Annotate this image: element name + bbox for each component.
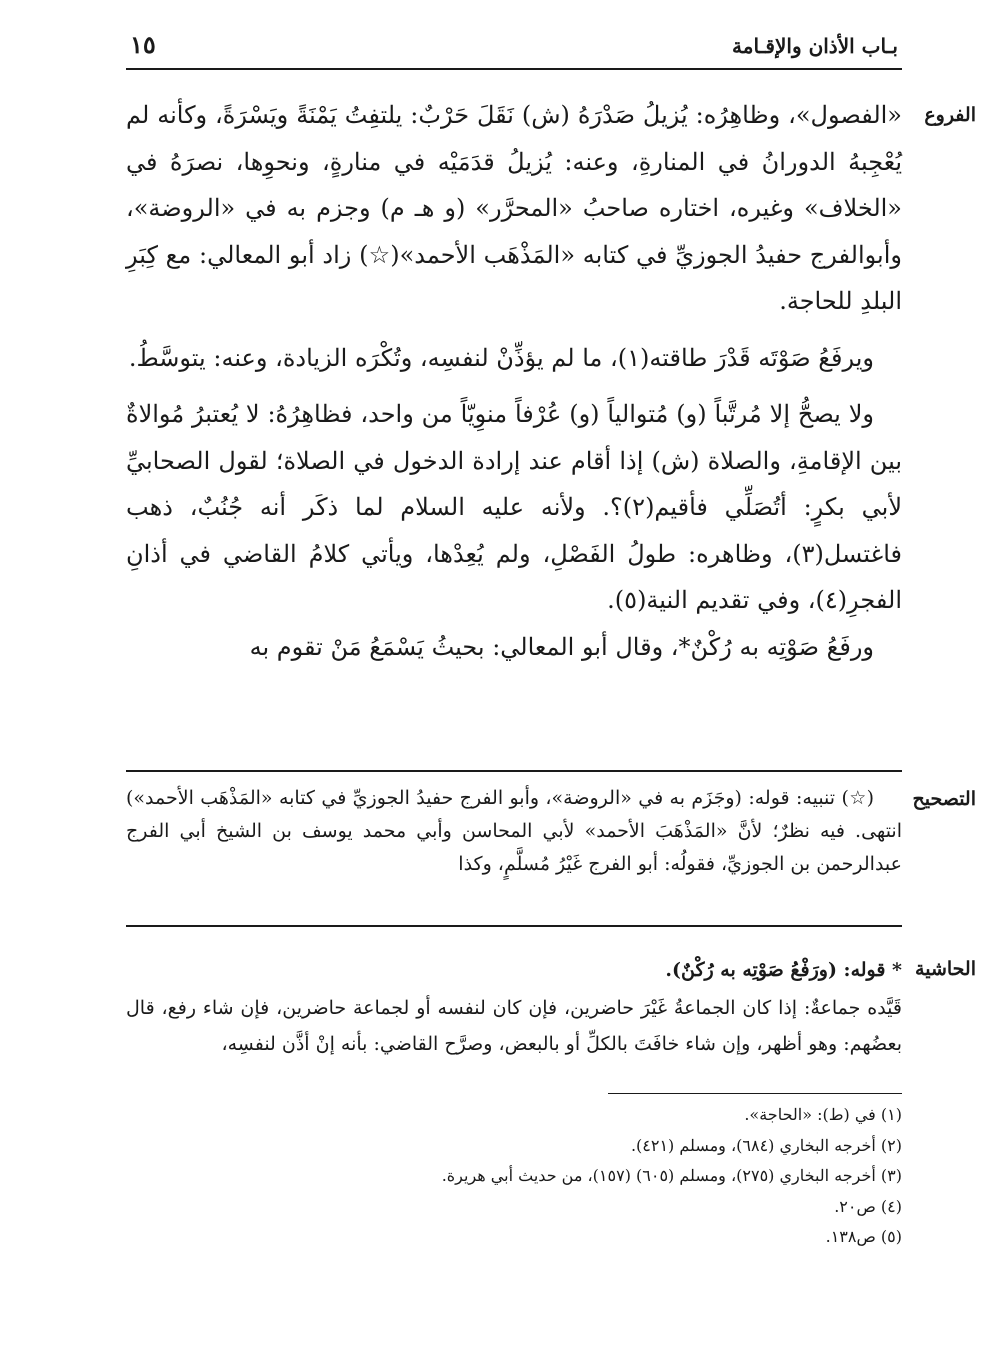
- footnote-divider: [608, 1093, 902, 1094]
- main-paragraph-3: ولا يصحُّ إلا مُرتَّباً (و) مُتوالياً (و) عُرْفاً منوِيّاً من واحد، فظاهِرُهُ: لا يُعتبرُ مُوالاةٌ بين الإقامةِ، والصلاة (ش) إذا أقام عند إرادة الدخول في الصلاة؛ لقول الصحابيِّ لأبي بكرٍ: أتُصَلِّي فأقيم(٢)؟. ولأنه عليه السلام لما ذكَر أنه جُنُبٌ، ذهب فاغتسل(٣)، وظاهره: طولُ الفَصْلِ، ولم يُعِدْها، ويأتي كلامُ القاضي في أذانِ الفجرِ(٤)، وفي تقديم النية(٥).: [126, 400, 903, 614]
- tashih-paragraph: (☆) تنبيه: قوله: (وجَزَم به في «الروضة»، وأبو الفرج حفيدُ الجوزيِّ في كتابه «المَذْهَب الأحمد») انتهى. فيه نظرٌ؛ لأنَّ «المَذْهَبَ الأحمد» لأبي المحاسن وأبي محمد يوسف بن الشيخ أبي الفرج عبدالرحمن بن الجوزيِّ، فقولُه: أبو الفرج غَيْرُ مُسلَّمٍ، وكذا: [126, 787, 902, 875]
- main-text: [126, 92, 902, 670]
- footnote-4: (٤) ص٢٠.: [834, 1196, 902, 1216]
- hashiya-text: [126, 952, 902, 1062]
- hashiya-heading: * قوله: (ورَفْعُ صَوْتِه به رُكْنٌ).: [665, 959, 902, 981]
- hashiya-divider: [126, 925, 902, 927]
- tashih-text: [126, 782, 902, 881]
- main-paragraph-4: ورفَعُ صَوْتِه به رُكْنٌ*، وقال أبو المعالي: بحيثُ يَسْمَعُ مَنْ تقوم به: [249, 632, 874, 661]
- footnote-2: (٢) أخرجه البخاري (٦٨٤)، ومسلم (٤٢١).: [630, 1135, 902, 1155]
- side-label-tashih: التصحيح: [912, 788, 976, 810]
- main-paragraph-1: «الفصول»، وظاهِرُه: يُزيلُ صَدْرَهُ (ش) نَقَلَ حَرْبٌ: يلتفِتُ يَمْنَةً ويَسْرَةً، وكأنه لم يُعْجِبهُ الدورانُ في المنارةِ، وعنه: يُزيلُ قدَمَيْه في منارةٍ، ونحوِها، نصرَهُ في «الخلاف» وغيره، اختاره صاحبُ «المحرَّر» (و هـ م) وجزم به في «الروضة»، وأبوالفرج حفيدُ الجوزيِّ في كتابه «المَذْهَب الأحمد»(☆) زاد أبو المعالي: مع كِبَرِ البلدِ للحاجة.: [126, 101, 902, 315]
- footnote-1: (١) في (ط): «الحاجة».: [744, 1105, 902, 1124]
- tashih-divider: [126, 770, 902, 772]
- side-label-hashiya: الحاشية: [915, 958, 976, 980]
- main-paragraph-2: ويرفَعُ صَوْتَه قَدْرَ طاقته(١)، ما لم يؤذِّنْ لنفسِه، وتُكْرَه الزيادة، وعنه: يتوسَّطُ.: [128, 343, 874, 372]
- running-head: بـاب الأذان والإقـامة: [732, 34, 898, 58]
- page-number: ١٥: [130, 30, 156, 59]
- footnotes: [126, 1100, 902, 1253]
- side-label-furu: الفروع: [924, 104, 976, 126]
- footnote-3: (٣) أخرجه البخاري (٢٧٥)، ومسلم (٦٠٥) (١٥٧)، من حديث أبي هريرة.: [441, 1166, 902, 1185]
- footnote-5: (٥) ص١٣٨.: [825, 1227, 902, 1246]
- hashiya-paragraph: قَيَّده جماعةٌ: إذا كان الجماعةُ غَيْرَ حاضرين، فإن كان لنفسه أو لجماعة حاضرين، فإن شاء رفع، قال بعضُهم: وهو أظهر، وإن شاء خافَتَ بالكلِّ أو بالبعض، وصرَّح القاضي: بأنه إنْ أذَّن لنفسِه،: [126, 997, 902, 1055]
- page-header: [126, 28, 902, 70]
